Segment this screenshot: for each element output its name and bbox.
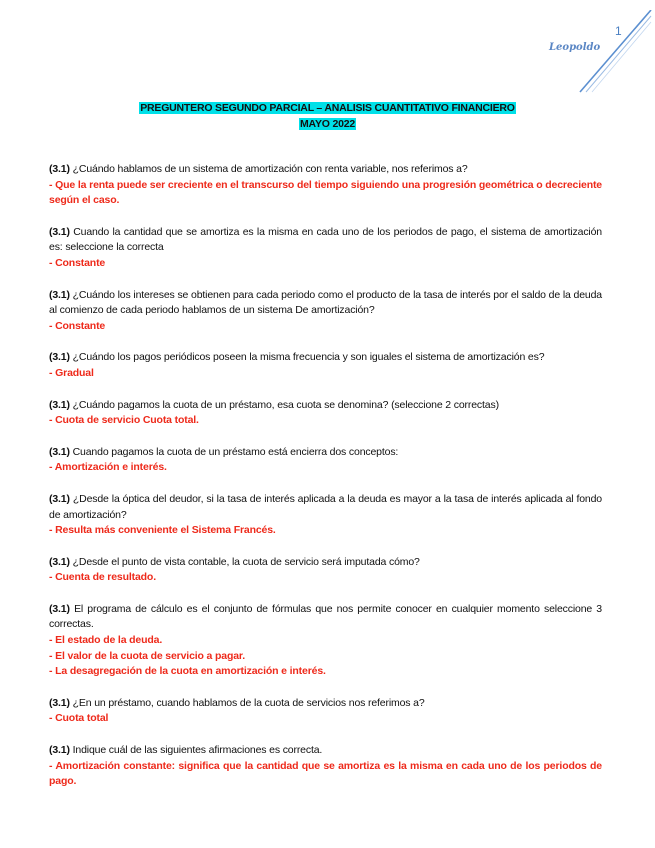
question-body: Cuando pagamos la cuota de un préstamo está encierra dos conceptos:: [72, 445, 399, 458]
question-item: [49, 398, 602, 429]
question-body: ¿Cuándo hablamos de un sistema de amortización con renta variable, nos referimos a?: [72, 163, 468, 175]
question-text: [49, 398, 602, 414]
question-label: (3.1): [49, 555, 70, 568]
answer-text: - El valor de la cuota de servicio a pagar.: [49, 649, 246, 662]
document-header: [0, 100, 655, 132]
document-date: MAYO 2022: [299, 118, 355, 130]
answer-text: - Constante: [49, 256, 106, 269]
question-text: [49, 288, 602, 319]
question-item: [49, 162, 602, 209]
question-text: [49, 696, 602, 712]
question-label: (3.1): [49, 225, 70, 238]
answer-text: - Cuota de servicio Cuota total.: [49, 414, 199, 427]
question-text: [49, 602, 602, 633]
question-label: (3.1): [49, 398, 70, 411]
question-text: [49, 555, 602, 571]
question-item: [49, 696, 602, 727]
corner-decoration-icon: [578, 10, 652, 94]
question-item: [49, 445, 602, 476]
question-list: [49, 162, 602, 790]
question-body: ¿Cuándo los pagos periódicos poseen la misma frecuencia y son iguales el sistema de amortización es?: [72, 351, 545, 364]
question-label: (3.1): [49, 445, 70, 458]
answer-text: - Gradual: [49, 366, 94, 379]
question-text: [49, 743, 602, 759]
question-label: (3.1): [49, 602, 70, 615]
answer-text: - La desagregación de la cuota en amortización e interés.: [49, 665, 326, 678]
question-text: [49, 225, 602, 256]
question-body: ¿Desde la óptica del deudor, si la tasa de interés aplicada a la deuda es mayor a la tasa de interés aplicada al fondo de amortización?: [49, 492, 602, 521]
answer-text: - Constante: [49, 319, 106, 332]
question-text: [49, 162, 602, 178]
author-signature: Leopoldo: [549, 42, 601, 53]
answer-text: - Amortización constante: significa que la cantidad que se amortiza es la misma en cada uno de los periodos de pago.: [49, 759, 602, 788]
question-label: (3.1): [49, 163, 70, 175]
question-label: (3.1): [49, 492, 70, 505]
answer-text: - El estado de la deuda.: [49, 634, 163, 647]
question-item: [49, 288, 602, 335]
question-body: Indique cuál de las siguientes afirmaciones es correcta.: [72, 744, 323, 757]
question-label: (3.1): [49, 288, 70, 301]
answer-text: - Que la renta puede ser creciente en el transcurso del tiempo siguiendo una progresión geométrica o decreciente según el caso.: [49, 178, 602, 207]
document-title: PREGUNTERO SEGUNDO PARCIAL – ANALISIS CUANTITATIVO FINANCIERO: [140, 102, 515, 114]
question-item: [49, 602, 602, 680]
question-label: (3.1): [49, 696, 70, 709]
question-item: [49, 743, 602, 790]
question-label: (3.1): [49, 744, 70, 757]
question-body: Cuando la cantidad que se amortiza es la misma en cada uno de los periodos de pago, el sistema de amortización es: seleccione la correcta: [49, 225, 602, 254]
question-body: El programa de cálculo es el conjunto de fórmulas que nos permite conocer en cualquier momento seleccione 3 correctas.: [49, 602, 602, 631]
question-body: ¿Cuándo pagamos la cuota de un préstamo, esa cuota se denomina? (seleccione 2 correctas): [72, 398, 499, 411]
question-item: [49, 225, 602, 272]
question-body: ¿En un préstamo, cuando hablamos de la cuota de servicios nos referimos a?: [72, 696, 425, 709]
question-body: ¿Desde el punto de vista contable, la cuota de servicio será imputada cómo?: [72, 555, 420, 568]
question-text: [49, 492, 602, 523]
answer-text: - Amortización e interés.: [49, 461, 167, 474]
page-number: 1: [615, 24, 622, 38]
question-body: ¿Cuándo los intereses se obtienen para cada periodo como el producto de la tasa de interés por el saldo de la deuda al comienzo de cada periodo hablamos de un sistema De amortización?: [49, 288, 602, 317]
question-item: [49, 492, 602, 539]
question-label: (3.1): [49, 351, 70, 364]
question-item: [49, 350, 602, 381]
answer-text: - Cuota total: [49, 712, 109, 725]
question-text: [49, 445, 602, 461]
question-text: [49, 350, 602, 366]
answer-text: - Cuenta de resultado.: [49, 571, 156, 584]
answer-text: - Resulta más conveniente el Sistema Francés.: [49, 524, 276, 537]
question-item: [49, 555, 602, 586]
